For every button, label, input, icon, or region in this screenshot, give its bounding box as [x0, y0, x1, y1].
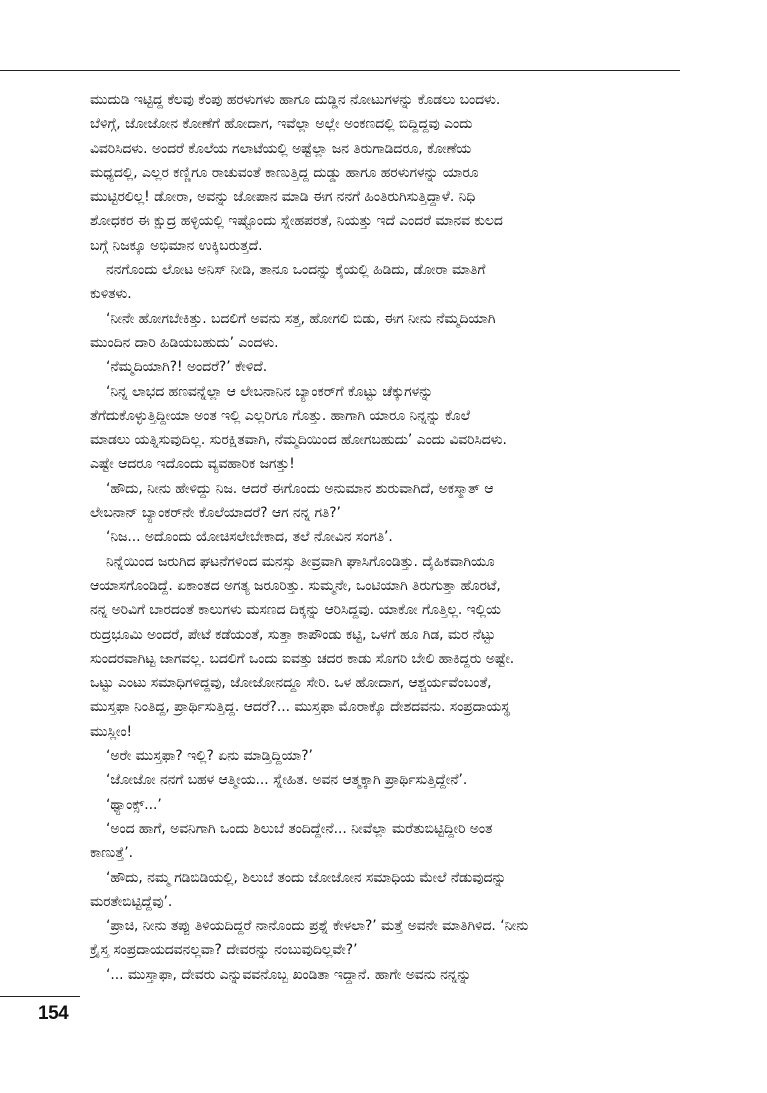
- text-line: ‘ಹೌದು, ನೀನು ಹೇಳಿದ್ದು ನಿಜ. ಆದರೆ ಈಗೊಂದು ಅನುಮಾನ ಶುರುವಾಗಿದೆ, ಅಕಸ್ಮಾತ್ ಆ: [106, 480, 494, 497]
- text-line: ‘... ಮುಸ್ತಾಫಾ, ದೇವರು ಎನ್ನುವವನೊಬ್ಬ ಖಂಡಿತಾ ಇದ್ದಾನೆ. ಹಾಗೇ ಅವನು ನನ್ನನ್ನು: [106, 966, 472, 983]
- text-line: ರುದ್ರಭೂಮಿ ಅಂದರೆ, ಪೇಟೆ ಕಡೆಯಂತೆ, ಸುತ್ತಾ ಕಾಪೌಂಡು ಕಟ್ಟಿ, ಒಳಗೆ ಹೂ ಗಿಡ, ಮರ ನೆಟ್ಟು: [90, 626, 496, 643]
- text-line: ‘ಥ್ಯಾಂಕ್ಸ್...’: [106, 796, 162, 813]
- text-line: ಮಾಡಲು ಯತ್ನಿಸುವುದಿಲ್ಲ. ಸುರಕ್ಷಿತವಾಗಿ, ನೆಮ್ಮದಿಯಿಂದ ಹೋಗಬಹುದು’ ಎಂದು ವಿವರಿಸಿದಳು.: [90, 432, 507, 449]
- text-line: ಒಟ್ಟು ಎಂಟು ಸಮಾಧಿಗಳಿದ್ದವು, ಜೋಜೋನದ್ದೂ ಸೇರಿ. ಒಳ ಹೋದಾಗ, ಆಶ್ಚರ್ಯವೆಂಬಂತೆ,: [90, 675, 492, 692]
- text-line: ‘ಜೋಜೋ ನನಗೆ ಬಹಳ ಆತ್ಮೀಯ... ಸ್ನೇಹಿತ. ಅವನ ಆತ್ಮಕ್ಕಾಗಿ ಪ್ರಾರ್ಥಿಸುತ್ತಿದ್ದೇನೆ’.: [106, 772, 468, 789]
- text-line: ಮುಂದಿನ ದಾರಿ ಹಿಡಿಯಬಹುದು’ ಎಂದಳು.: [90, 334, 279, 351]
- text-line: ಕುಳಿತಳು.: [90, 286, 132, 303]
- text-line: ‘ನಿಜ... ಅದೊಂದು ಯೋಚಿಸಲೇಬೇಕಾದ, ತಲೆ ನೋವಿನ ಸಂಗತಿ’.: [106, 529, 393, 546]
- text-line: ಮುಟ್ಟಿರಲಿಲ್ಲ! ಡೋರಾ, ಅವನ್ನು ಜೋಪಾನ ಮಾಡಿ ಈಗ ನನಗೆ ಹಿಂತಿರುಗಿಸುತ್ತಿದ್ದಾಳೆ. ನಿಧಿ: [90, 189, 476, 206]
- text-line: ಆಯಾಸಗೊಂಡಿದ್ದೆ. ಏಕಾಂತದ ಅಗತ್ಯ ಜರೂರಿತ್ತು. ಸುಮ್ಮನೇ, ಒಂಟಿಯಾಗಿ ತಿರುಗುತ್ತಾ ಹೊರಟೆ,: [90, 577, 501, 594]
- text-line: ಮರತೇಬಿಟ್ಟಿದ್ದೆವು’.: [90, 893, 173, 910]
- text-line: ವಿವರಿಸಿದಳು. ಅಂದರೆ ಕೊಲೆಯ ಗಲಾಟೆಯಲ್ಲಿ ಅಷ್ಟೆಲ್ಲಾ ಜನ ತಿರುಗಾಡಿದರೂ, ಕೋಣೆಯ: [90, 140, 471, 157]
- text-line: ಮುದುಡಿ ಇಟ್ಟಿದ್ದ ಕೆಲವು ಕೆಂಪು ಹರಳುಗಳು ಹಾಗೂ ದುಡ್ಡಿನ ನೋಟುಗಳನ್ನು ಕೊಡಲು ಬಂದಳು.: [90, 92, 501, 108]
- text-line: ‘ಅಂದ ಹಾಗೆ, ಅವನಿಗಾಗಿ ಒಂದು ಶಿಲುಬೆ ತಂದಿದ್ದೇನೆ... ನೀವೆಲ್ಲಾ ಮರೆತುಬಿಟ್ಟಿದ್ದೀರಿ ಅಂತ: [106, 820, 493, 837]
- text-line: ನಿನ್ನೆಯಿಂದ ಜರುಗಿದ ಘಟನೆಗಳಿಂದ ಮನಸ್ಸು ತೀವ್ರವಾಗಿ ಘಾಸಿಗೊಂಡಿತ್ತು. ದೈಹಿಕವಾಗಿಯೂ: [106, 553, 495, 570]
- text-line: ‘ಹೌದು, ನಮ್ಮ ಗಡಿಬಿಡಿಯಲ್ಲಿ, ಶಿಲುಬೆ ತಂದು ಜೋಜೋನ ಸಮಾಧಿಯ ಮೇಲೆ ನೆಡುವುದನ್ನು: [106, 869, 507, 886]
- text-line: ಕ್ರೈಸ್ತ ಸಂಪ್ರದಾಯದವನಲ್ಲವಾ? ದೇವರನ್ನು ನಂಬುವುದಿಲ್ಲವೇ?’: [90, 942, 358, 959]
- text-line: ಬಗ್ಗೆ ನಿಜಕ್ಕೂ ಅಭಿಮಾನ ಉಕ್ಕಿಬರುತ್ತದೆ.: [90, 237, 263, 254]
- text-line: ತೆಗೆದುಕೊಳ್ಳುತ್ತಿದ್ದೀಯಾ ಅಂತ ಇಲ್ಲಿ ಎಲ್ಲರಿಗೂ ಗೊತ್ತು. ಹಾಗಾಗಿ ಯಾರೂ ನಿನ್ನನ್ನು ಕೊಲೆ: [90, 407, 471, 424]
- text-line: ಸುಂದರವಾಗಿಟ್ಟ ಜಾಗವಲ್ಲ. ಬದಲಿಗೆ ಒಂದು ಐವತ್ತು ಚದರ ಕಾಡು ಸೊಗರಿ ಬೇಲಿ ಹಾಕಿದ್ದರು ಅಷ್ಟೇ.: [90, 650, 515, 667]
- text-line: ‘ಪ್ರಾಚಿ, ನೀನು ತಪ್ಪು ತಿಳಿಯದಿದ್ದರೆ ನಾನೊಂದು ಪ್ರಶ್ನೆ ಕೇಳಲಾ?’ ಮತ್ತೆ ಅವನೇ ಮಾತಿಗಿಳಿದ. ‘ನೀನು: [106, 918, 529, 935]
- text-line: ಎಷ್ಟೇ ಆದರೂ ಇದೊಂದು ವ್ಯವಹಾರಿಕ ಜಗತ್ತು!: [90, 456, 295, 473]
- text-line: ನನ್ನ ಅರಿವಿಗೆ ಬಾರದಂತೆ ಕಾಲುಗಳು ಮಸಣದ ದಿಕ್ಕನ್ನು ಆರಿಸಿದ್ದವು. ಯಾಕೋ ಗೊತ್ತಿಲ್ಲ. ಇಲ್ಲಿಯ: [90, 602, 501, 619]
- page-number: 154: [38, 1003, 69, 1024]
- text-line: ಮುಸ್ತಫಾ ನಿಂತಿದ್ದ, ಪ್ರಾರ್ಥಿಸುತ್ತಿದ್ದ. ಆದರೆ?... ಮುಸ್ತಫಾ ಮೊರಾಕ್ಕೊ ದೇಶದವನು. ಸಂಪ್ರದಾಯಸ್ಥ: [90, 699, 510, 716]
- text-line: ಕಾಣುತ್ತೆ’.: [90, 845, 134, 862]
- text-line: ‘ಅರೇ ಮುಸ್ತಫಾ? ಇಲ್ಲಿ? ಏನು ಮಾಡ್ತಿದ್ದಿಯಾ?’: [106, 748, 313, 765]
- text-line: ಮಧ್ಯದಲ್ಲಿ, ಎಲ್ಲರ ಕಣ್ಣಿಗೂ ರಾಚುವಂತೆ ಕಾಣುತ್ತಿದ್ದ ದುಡ್ಡು ಹಾಗೂ ಹರಳುಗಳನ್ನು ಯಾರೂ: [90, 164, 479, 181]
- body-text: [90, 88, 660, 987]
- text-line: ಬೆಳಿಗ್ಗೆ, ಜೋಜೋನ ಕೋಣೆಗೆ ಹೋದಾಗ, ಇವೆಲ್ಲಾ ಅಲ್ಲೇ ಅಂಕಣದಲ್ಲಿ ಬಿದ್ದಿದ್ದವು ಎಂದು: [90, 116, 473, 133]
- text-line: ‘ನೀನೇ ಹೋಗಬೇಕಿತ್ತು. ಬದಲಿಗೆ ಅವನು ಸತ್ತ, ಹೋಗಲಿ ಬಿಡು, ಈಗ ನೀನು ನೆಮ್ಮದಿಯಾಗಿ: [106, 310, 496, 327]
- text-line: ‘ನಿನ್ನ ಲಾಭದ ಹಣವನ್ನೆಲ್ಲಾ ಆ ಲೇಬನಾನಿನ ಬ್ಯಾಂಕರ್‌ಗೆ ಕೊಟ್ಟು ಚೆಕ್ಕುಗಳನ್ನು: [106, 383, 433, 400]
- footer-rule: [0, 996, 80, 997]
- text-line: ಶೋಧಕರ ಈ ಕ್ಷುದ್ರ ಹಳ್ಳಿಯಲ್ಲಿ ಇಷ್ಟೊಂದು ಸ್ನೇಹಪರತೆ, ನಿಯತ್ತು ಇದೆ ಎಂದರೆ ಮಾನವ ಕುಲದ: [90, 213, 503, 230]
- text-line: ಮುಸ್ಲೀಂ!: [90, 723, 133, 740]
- text-line: ‘ನೆಮ್ಮದಿಯಾಗಿ?! ಅಂದರೆ?’ ಕೇಳಿದೆ.: [106, 359, 268, 376]
- top-rule: [0, 70, 680, 71]
- text-line: ಲೇಬನಾನ್ ಬ್ಯಾಂಕರ್‌ನೇ ಕೊಲೆಯಾದರೆ? ಆಗ ನನ್ನ ಗತಿ?’: [90, 505, 341, 522]
- text-line: ನನಗೊಂದು ಲೋಟ ಅನಿಸ್ ನೀಡಿ, ತಾನೂ ಒಂದನ್ನು ಕೈಯಲ್ಲಿ ಹಿಡಿದು, ಡೋರಾ ಮಾತಿಗೆ: [106, 262, 486, 279]
